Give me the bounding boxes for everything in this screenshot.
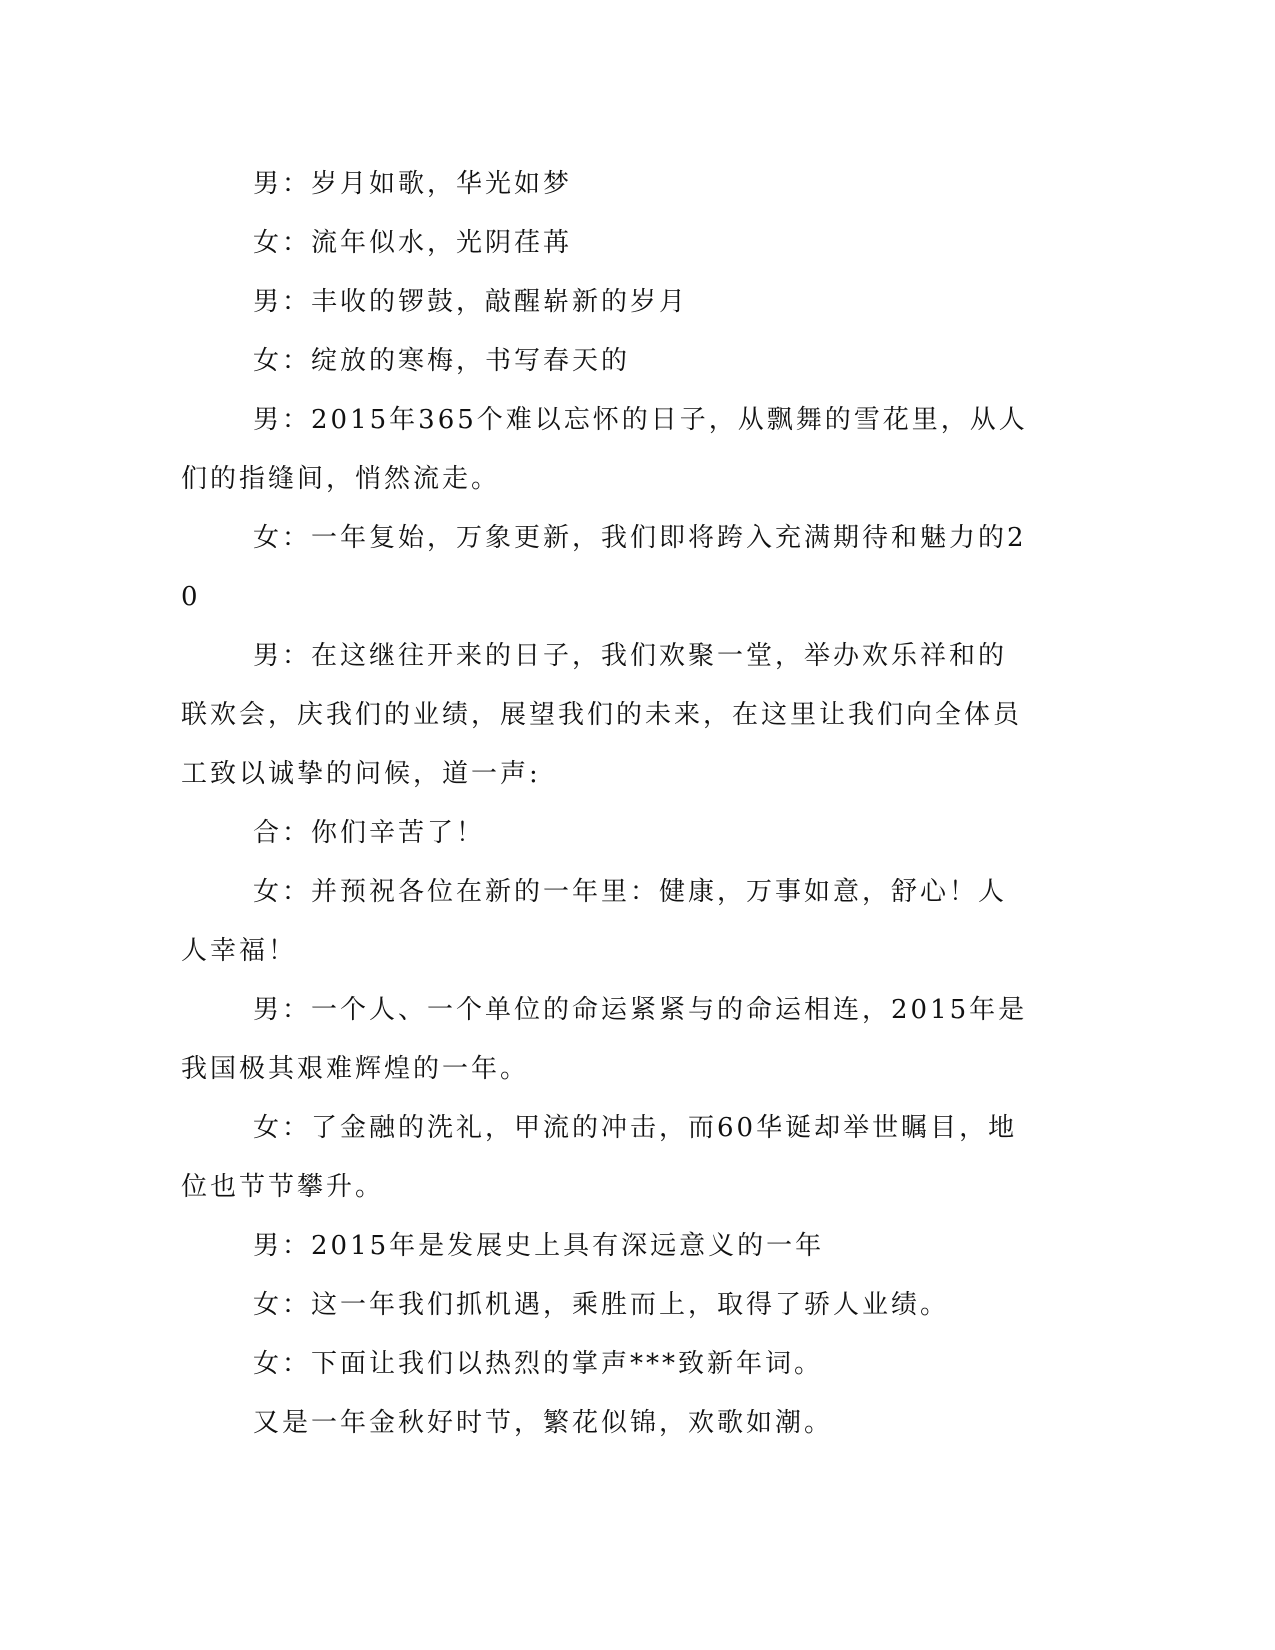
paragraph-11: 女：了金融的洗礼，甲流的冲击，而60华诞却举世瞩目，地位也节节攀升。 xyxy=(181,1113,1018,1202)
paragraph-3: 男：丰收的锣鼓，敲醒崭新的岁月 xyxy=(253,287,689,317)
document-body xyxy=(181,155,1031,1453)
paragraph-4: 女：绽放的寒梅，书写春天的 xyxy=(253,346,631,376)
paragraph-2: 女：流年似水，光阴荏苒 xyxy=(253,228,573,258)
paragraph-8: 合：你们辛苦了！ xyxy=(253,818,486,848)
paragraph-13: 女：这一年我们抓机遇，乘胜而上，取得了骄人业绩。 xyxy=(253,1290,950,1320)
paragraph-12: 男：2015年是发展史上具有深远意义的一年 xyxy=(253,1231,825,1261)
paragraph-10: 男：一个人、一个单位的命运紧紧与的命运相连，2015年是我国极其艰难辉煌的一年。 xyxy=(181,995,1028,1084)
paragraph-7: 男：在这继往开来的日子，我们欢聚一堂，举办欢乐祥和的联欢会，庆我们的业绩，展望我们的未来，在这里让我们向全体员工致以诚挚的问候，道一声: xyxy=(181,641,1023,789)
paragraph-5: 男：2015年365个难以忘怀的日子，从飘舞的雪花里，从人们的指缝间，悄然流走。 xyxy=(181,405,1028,494)
paragraph-1: 男：岁月如歌，华光如梦 xyxy=(253,169,573,199)
paragraph-15: 又是一年金秋好时节，繁花似锦，欢歌如潮。 xyxy=(253,1408,834,1438)
paragraph-6: 女：一年复始，万象更新，我们即将跨入充满期待和魅力的20 xyxy=(181,523,1027,612)
paragraph-14: 女：下面让我们以热烈的掌声***致新年词。 xyxy=(253,1349,824,1379)
paragraph-9: 女：并预祝各位在新的一年里：健康，万事如意，舒心！人人幸福！ xyxy=(181,877,1008,966)
